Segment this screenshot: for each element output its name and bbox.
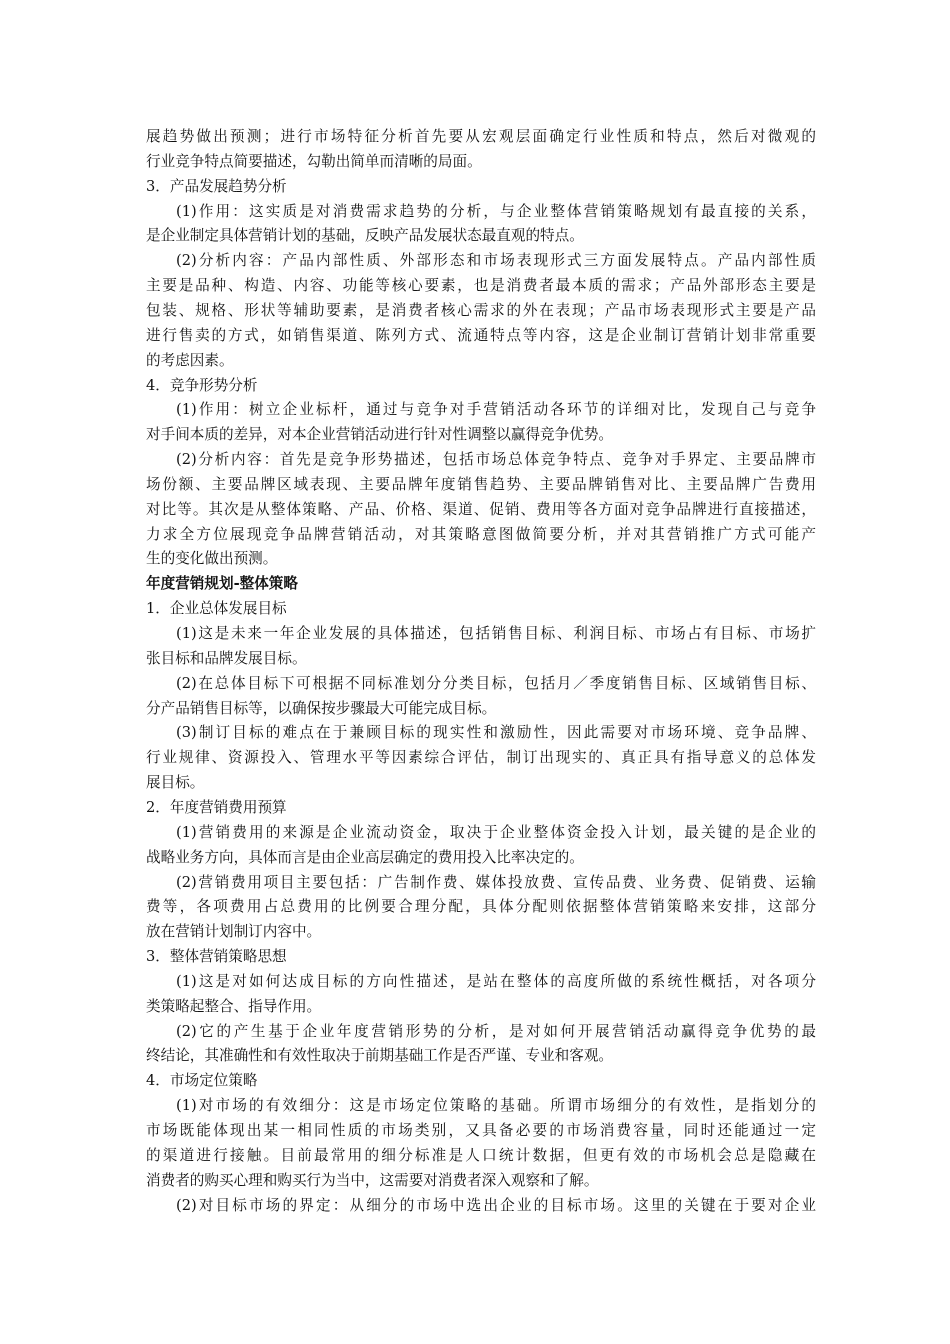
paragraph-last-line: 生的变化做出预测。 bbox=[146, 550, 278, 568]
chapter-heading: 年度营销规划-整体策略 bbox=[146, 575, 298, 593]
section-heading: 2．年度营销费用预算 bbox=[146, 798, 287, 816]
paragraph-first-line: (1)对市场的有效细分：这是市场定位策略的基础。所谓市场细分的有效性，是指划分的 bbox=[176, 1097, 816, 1115]
paragraph-first-line: (2)营销费用项目主要包括：广告制作费、媒体投放费、宣传品费、业务费、促销费、运输 bbox=[176, 873, 816, 891]
paragraph-first-line: (2)它的产生基于企业年度营销形势的分析，是对如何开展营销活动赢得竞争优势的最 bbox=[176, 1022, 816, 1040]
section-heading: 4．市场定位策略 bbox=[146, 1072, 258, 1090]
paragraph-last-line: 对手间本质的差异，对本企业营销活动进行针对性调整以赢得竞争优势。 bbox=[146, 426, 614, 444]
paragraph-first-line: (2)在总体目标下可根据不同标准划分分类目标，包括月／季度销售目标、区域销售目标、 bbox=[176, 674, 816, 692]
paragraph-last-line: 行业竞争特点简要描述，勾勒出简单而清晰的局面。 bbox=[146, 152, 482, 170]
section-heading: 3．产品发展趋势分析 bbox=[146, 177, 287, 195]
paragraph-line: 进行售卖的方式，如销售渠道、陈列方式、流通特点等内容，这是企业制订营销计划非常重要 bbox=[146, 326, 816, 344]
paragraph-last-line: 消费者的购买心理和购买行为当中，这需要对消费者深入观察和了解。 bbox=[146, 1171, 599, 1189]
paragraph-first-line: (1)作用：树立企业标杆，通过与竞争对手营销活动各环节的详细对比，发现自己与竞争 bbox=[176, 401, 816, 419]
paragraph-line: 展趋势做出预测；进行市场特征分析首先要从宏观层面确定行业性质和特点，然后对微观的 bbox=[146, 128, 816, 145]
paragraph-line: 力求全方位展现竞争品牌营销活动，对其策略意图做简要分析，并对其营销推广方式可能产 bbox=[146, 525, 816, 543]
paragraph-first-line: (1)这是未来一年企业发展的具体描述，包括销售目标、利润目标、市场占有目标、市场扩 bbox=[176, 625, 816, 642]
paragraph-line: 场份额、主要品牌区域表现、主要品牌年度销售趋势、主要品牌销售对比、主要品牌广告费用 bbox=[146, 475, 816, 493]
paragraph-last-line: 张目标和品牌发展目标。 bbox=[146, 649, 307, 667]
section-heading: 1．企业总体发展目标 bbox=[146, 600, 287, 618]
paragraph-line: 包装、规格、形状等辅助要素，是消费者核心需求的外在表现；产品市场表现形式主要是产品 bbox=[146, 301, 816, 319]
paragraph-line: 主要是品种、构造、内容、功能等核心要素，也是消费者最本质的需求；产品外部形态主要是 bbox=[146, 277, 816, 295]
paragraph-last-line: 类策略起整合、指导作用。 bbox=[146, 997, 322, 1015]
paragraph-last-line: 战略业务方向，具体而言是由企业高层确定的费用投入比率决定的。 bbox=[146, 848, 584, 866]
paragraph-first-line: (1)营销费用的来源是企业流动资金，取决于企业整体资金投入计划，最关键的是企业的 bbox=[176, 823, 816, 841]
paragraph-first-line: (2)分析内容：产品内部性质、外部形态和市场表现形式三方面发展特点。产品内部性质 bbox=[176, 252, 816, 270]
paragraph-line: 行业规律、资源投入、管理水平等因素综合评估，制订出现实的、真正具有指导意义的总体发 bbox=[146, 749, 816, 767]
section-heading: 4．竞争形势分析 bbox=[146, 376, 258, 394]
paragraph-last-line: 分产品销售目标等，以确保按步骤最大可能完成目标。 bbox=[146, 699, 497, 717]
paragraph-last-line: 终结论，其准确性和有效性取决于前期基础工作是否严谨、专业和客观。 bbox=[146, 1047, 614, 1065]
paragraph-line: 费等，各项费用占总费用的比例要合理分配，具体分配则依据整体营销策略来安排，这部分 bbox=[146, 898, 816, 916]
paragraph-last-line: 放在营销计划制订内容中。 bbox=[146, 923, 322, 941]
paragraph-line: 对比等。其次是从整体策略、产品、价格、渠道、促销、费用等各方面对竞争品牌进行直接描述， bbox=[146, 500, 816, 518]
paragraph-last-line: 的考虑因素。 bbox=[146, 351, 234, 369]
paragraph-line: 市场既能体现出某一相同性质的市场类别，又具备必要的市场消费容量，同时还能通过一定 bbox=[146, 1122, 816, 1139]
paragraph-first-line: (3)制订目标的难点在于兼顾目标的现实性和激励性，因此需要对市场环境、竞争品牌、 bbox=[176, 724, 816, 742]
section-heading: 3．整体营销策略思想 bbox=[146, 948, 287, 966]
paragraph-first-line: (2)对目标市场的界定：从细分的市场中选出企业的目标市场。这里的关键在于要对企业 bbox=[176, 1196, 816, 1214]
paragraph-first-line: (2)分析内容：首先是竞争形势描述，包括市场总体竞争特点、竞争对手界定、主要品牌市 bbox=[176, 451, 816, 469]
paragraph-first-line: (1)这是对如何达成目标的方向性描述，是站在整体的高度所做的系统性概括，对各项分 bbox=[176, 972, 816, 990]
paragraph-last-line: 是企业制定具体营销计划的基础，反映产品发展状态最直观的特点。 bbox=[146, 227, 584, 245]
paragraph-first-line: (1)作用：这实质是对消费需求趋势的分析，与企业整体营销策略规划有最直接的关系， bbox=[176, 202, 816, 220]
paragraph-last-line: 展目标。 bbox=[146, 774, 205, 792]
paragraph-line: 的渠道进行接触。目前最常用的细分标准是人口统计数据，但更有效的市场机会总是隐藏在 bbox=[146, 1146, 816, 1164]
